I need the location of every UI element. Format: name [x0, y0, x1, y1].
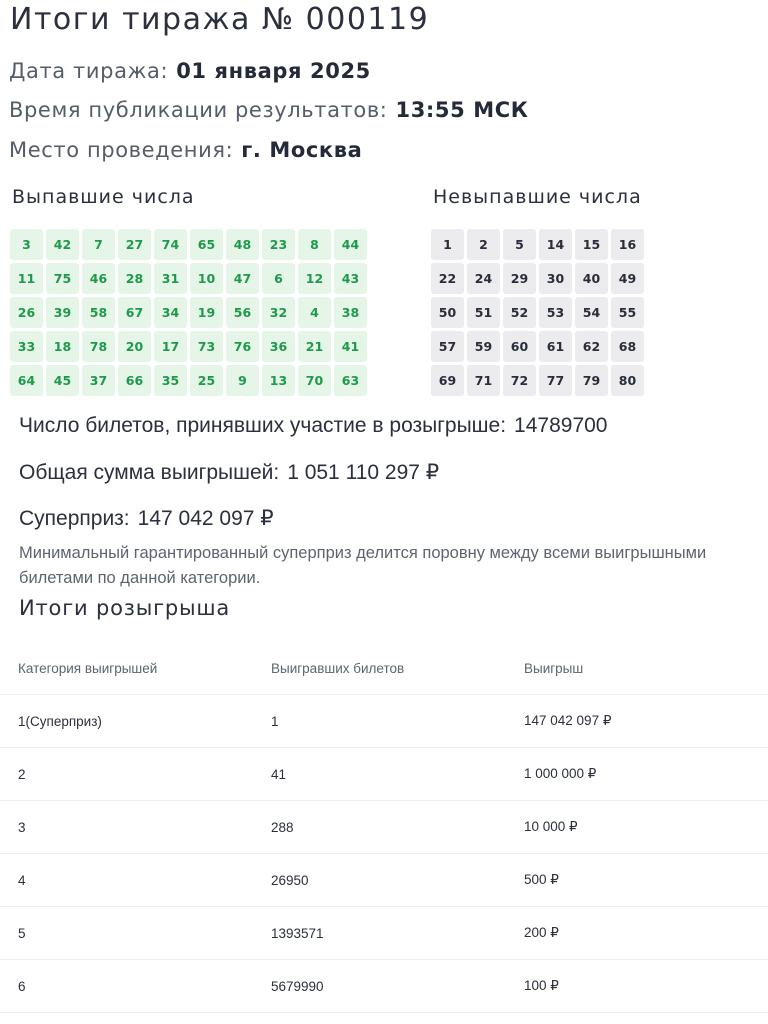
header-category: Категория выигрышей	[18, 660, 158, 676]
undrawn-number: 53	[539, 297, 572, 328]
undrawn-number: 54	[575, 297, 608, 328]
drawn-numbers-grid	[10, 229, 367, 396]
draw-place-value: г. Москва	[241, 138, 363, 162]
undrawn-number: 14	[539, 229, 572, 260]
row-winners: 41	[271, 766, 287, 782]
draw-date-label: Дата тиража:	[9, 59, 169, 83]
row-prize: 147 042 097 ₽	[524, 713, 612, 728]
drawn-number: 11	[10, 263, 43, 294]
drawn-number: 74	[154, 229, 187, 260]
superprize	[19, 506, 274, 531]
undrawn-number: 15	[575, 229, 608, 260]
drawn-number: 64	[10, 365, 43, 396]
row-winners: 5679990	[271, 978, 324, 994]
undrawn-number: 80	[611, 365, 644, 396]
drawn-number: 27	[118, 229, 151, 260]
drawn-number: 18	[46, 331, 79, 362]
drawn-number: 19	[190, 297, 223, 328]
undrawn-number: 5	[503, 229, 536, 260]
drawn-number: 10	[190, 263, 223, 294]
publish-time	[9, 98, 529, 122]
drawn-number: 56	[226, 297, 259, 328]
drawn-number: 73	[190, 331, 223, 362]
drawn-number: 6	[262, 263, 295, 294]
undrawn-number: 50	[431, 297, 464, 328]
drawn-number: 3	[10, 229, 43, 260]
drawn-number: 32	[262, 297, 295, 328]
drawn-number: 48	[226, 229, 259, 260]
tickets-count-label: Число билетов, принявших участие в розыгрыше:	[19, 414, 507, 437]
superprize-note: Минимальный гарантированный суперприз делится поровну между всеми выигрышными билетами по данной категории.	[19, 544, 707, 587]
row-category: 1(Суперприз)	[18, 713, 102, 729]
row-prize: 100 ₽	[524, 978, 559, 993]
undrawn-number: 55	[611, 297, 644, 328]
undrawn-number: 29	[503, 263, 536, 294]
undrawn-number: 24	[467, 263, 500, 294]
row-prize: 10 000 ₽	[524, 819, 578, 834]
drawn-number: 76	[226, 331, 259, 362]
drawn-number: 33	[10, 331, 43, 362]
table-row	[0, 748, 768, 801]
results-table	[0, 642, 768, 1013]
drawn-number: 44	[334, 229, 367, 260]
total-winnings-value: 1 051 110 297 ₽	[287, 461, 440, 484]
undrawn-number: 61	[539, 331, 572, 362]
row-prize: 1 000 000 ₽	[524, 766, 597, 781]
drawn-number: 45	[46, 365, 79, 396]
drawn-number: 70	[298, 365, 331, 396]
undrawn-number: 77	[539, 365, 572, 396]
publish-time-value: 13:55 МСК	[395, 98, 529, 122]
tickets-count-value: 14789700	[514, 414, 608, 437]
drawn-number: 7	[82, 229, 115, 260]
drawn-number: 38	[334, 297, 367, 328]
superprize-label: Суперприз:	[19, 507, 130, 530]
drawn-number: 36	[262, 331, 295, 362]
drawn-number: 17	[154, 331, 187, 362]
undrawn-numbers-title: Невыпавшие числа	[433, 186, 642, 208]
drawn-number: 13	[262, 365, 295, 396]
undrawn-number: 16	[611, 229, 644, 260]
row-category: 6	[18, 978, 26, 994]
draw-place	[9, 138, 362, 162]
undrawn-number: 2	[467, 229, 500, 260]
row-category: 5	[18, 925, 26, 941]
drawn-number: 66	[118, 365, 151, 396]
tickets-count	[19, 414, 607, 438]
row-category: 2	[18, 766, 26, 782]
undrawn-number: 22	[431, 263, 464, 294]
drawn-number: 21	[298, 331, 331, 362]
table-row	[0, 907, 768, 960]
drawn-number: 78	[82, 331, 115, 362]
table-row	[0, 801, 768, 854]
row-category: 3	[18, 819, 26, 835]
drawn-number: 39	[46, 297, 79, 328]
drawn-number: 46	[82, 263, 115, 294]
row-prize: 200 ₽	[524, 925, 559, 940]
row-category: 4	[18, 872, 26, 888]
row-prize: 500 ₽	[524, 872, 559, 887]
undrawn-number: 49	[611, 263, 644, 294]
undrawn-number: 1	[431, 229, 464, 260]
row-winners: 288	[271, 819, 294, 835]
total-winnings-label: Общая сумма выигрышей:	[19, 461, 280, 484]
row-winners: 26950	[271, 872, 309, 888]
drawn-number: 58	[82, 297, 115, 328]
drawn-number: 25	[190, 365, 223, 396]
total-winnings	[19, 460, 439, 485]
draw-date	[9, 59, 371, 83]
undrawn-number: 30	[539, 263, 572, 294]
draw-place-label: Место проведения:	[9, 138, 234, 162]
undrawn-number: 79	[575, 365, 608, 396]
drawn-numbers-title: Выпавшие числа	[12, 186, 195, 208]
row-winners: 1393571	[271, 925, 324, 941]
undrawn-number: 62	[575, 331, 608, 362]
undrawn-number: 57	[431, 331, 464, 362]
drawn-number: 12	[298, 263, 331, 294]
undrawn-number: 72	[503, 365, 536, 396]
page-title: Итоги тиража № 000119	[10, 2, 430, 37]
drawn-number: 37	[82, 365, 115, 396]
undrawn-number: 59	[467, 331, 500, 362]
drawn-number: 34	[154, 297, 187, 328]
drawn-number: 8	[298, 229, 331, 260]
superprize-value: 147 042 097 ₽	[137, 507, 274, 530]
undrawn-number: 40	[575, 263, 608, 294]
drawn-number: 23	[262, 229, 295, 260]
header-prize: Выигрыш	[524, 660, 584, 676]
drawn-number: 65	[190, 229, 223, 260]
table-row	[0, 695, 768, 748]
drawn-number: 47	[226, 263, 259, 294]
undrawn-number: 69	[431, 365, 464, 396]
drawn-number: 26	[10, 297, 43, 328]
drawn-number: 9	[226, 365, 259, 396]
drawn-number: 41	[334, 331, 367, 362]
drawn-number: 43	[334, 263, 367, 294]
table-row	[0, 854, 768, 907]
undrawn-number: 51	[467, 297, 500, 328]
header-winners: Выигравших билетов	[271, 660, 405, 676]
undrawn-numbers-grid	[431, 229, 644, 396]
drawn-number: 42	[46, 229, 79, 260]
drawn-number: 31	[154, 263, 187, 294]
undrawn-number: 71	[467, 365, 500, 396]
undrawn-number: 68	[611, 331, 644, 362]
drawn-number: 28	[118, 263, 151, 294]
drawn-number: 35	[154, 365, 187, 396]
table-row	[0, 960, 768, 1013]
publish-time-label: Время публикации результатов:	[9, 98, 388, 122]
drawn-number: 4	[298, 297, 331, 328]
drawn-number: 75	[46, 263, 79, 294]
undrawn-number: 52	[503, 297, 536, 328]
results-table-header	[0, 642, 768, 695]
row-winners: 1	[271, 713, 279, 729]
drawn-number: 67	[118, 297, 151, 328]
drawn-number: 63	[334, 365, 367, 396]
results-title: Итоги розыгрыша	[19, 596, 231, 620]
draw-date-value: 01 января 2025	[176, 59, 371, 83]
drawn-number: 20	[118, 331, 151, 362]
undrawn-number: 60	[503, 331, 536, 362]
